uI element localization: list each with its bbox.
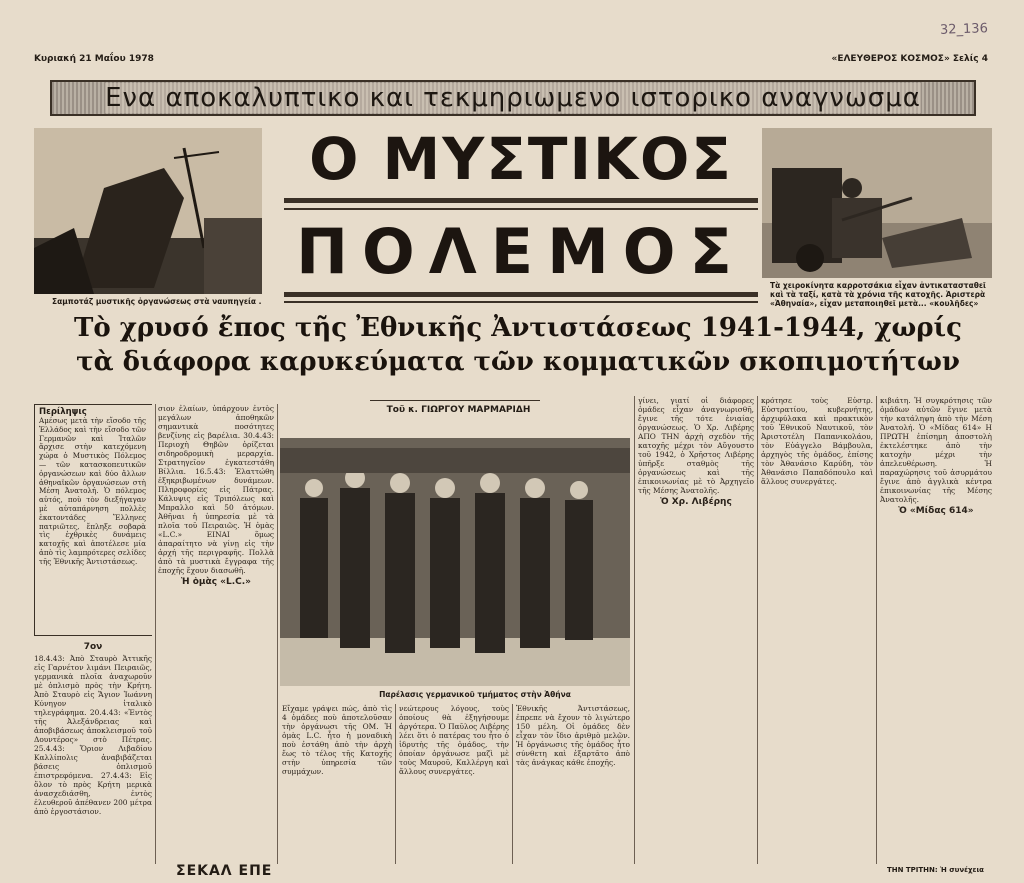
column-1-text: 18.4.43: Ἀπὸ Σταυρὸ Ἀττικῆς εἰς Γαρνέτον λιμάνι Πειραιῶς, γερμανικὰ πλοῖα ἀναχωροῦν μὲ ὁπλισμὸ πρὸς τὴν Κρήτη. Ἀπὸ Σταυρὸ εἰς Ἄγιον Ἰωάννη Κύνηγον ἰταλικὸ τηλεγράφημα. 20.4.43: «Ἐντὸς τῆς Ἀλεξάνδρειας καὶ ἀποβιβάσεως ἀποκλεισμοῦ τοῦ Δουντέρος» στὸ Πέτρας. 25.4.43: Ὅριον Λιβαδίου Καλλίπολις ἀναβιβάζεται βάσεις ὁπλισμοῦ ἐπιστρεφόμενα. 27.4.43: Εἰς ὅλον τὸ πρὸς Κρήτη μερικὰ ἀνασχεδιάσθη, ἐντὸς ἐλευθεροῦ ἀπέθανεν 200 μέτρα ἀπὸ ἐργοστάσιον. bbox=[34, 654, 152, 816]
column-8-text: κιβιάτη. Ἡ συγκρότησις τῶν ὁμάδων αὐτῶν ἔγινε μετὰ τὴν κατάληψη ἀπὸ τὴν Μέση Ἀνατολή. Ὁ «Μίδας 614» Η ΠΡΩΤΗ ἐπίσημη ἀποστολὴ ἐκτελέστηκε ἀπὸ τὴν κατοχὴν μέχρι τὴν ἀπελευθέρωση. Ἡ παραχώρησις τοῦ ἀσυρμάτου ἔγινε ἀπὸ ἀγγλικὰ κέντρα ἐπικοινωνίας τῆς Μέσης Ἀνατολῆς. bbox=[880, 396, 992, 504]
headline-line-1: Ο ΜΥΣΤΙΚΟΣ bbox=[309, 125, 733, 193]
byline: Τοῦ κ. ΓΙΩΡΓΟΥ ΜΑΡΜΑΡΙΔΗ bbox=[386, 405, 531, 415]
continuation-note: ΤΗΝ ΤΡΙΤΗΝ: Ἡ συνέχεια bbox=[886, 866, 984, 874]
parade-photo-image bbox=[280, 438, 630, 686]
subtitle-line-2: τὰ διάφορα καρυκεύματα τῶν κομματικῶν σκοπιμοτήτων bbox=[76, 347, 960, 377]
column-5 bbox=[516, 704, 630, 860]
bottom-fragment-headline: ΣΕΚΑΛ ΕΠΕ bbox=[176, 863, 273, 879]
issue-date: Κυριακή 21 Μαΐου 1978 bbox=[34, 54, 154, 64]
right-photo-caption: Τὰ χειροκίνητα καρροτσάκια εἶχαν ἀντικατασταθεῖ καὶ τὰ ταξί, κατὰ τὰ χρόνια τῆς κατοχῆς. Ἀριστερὰ «Ἀθηναία», εἶχαν μεταποιηθεῖ μετὰ... «κουλῆδες» bbox=[770, 281, 986, 308]
headline-rule-2 bbox=[284, 208, 758, 210]
column-2 bbox=[158, 404, 274, 860]
column-rule-3 bbox=[395, 704, 396, 864]
column-4-text: νεώτερους λόγους, τοὺς ὁποίους θὰ ἐξηγήσουμε ἀργότερα. Ὁ Παῦλος Λιβέρης λέει ὅτι ὁ πατέρας του ἦτο ὁ ἱδρυτὴς τῆς ὁμάδος, τὴν ὁποίαν ὀργάνωσε μαζὶ μὲ τοὺς Μαυροῦ, Καλλέργη καὶ ἄλλους συνεργάτες. bbox=[399, 704, 509, 776]
handwritten-archive-note: 32_136 bbox=[939, 21, 989, 38]
parade-photo bbox=[280, 438, 630, 686]
article-banner bbox=[50, 80, 976, 116]
column-rule-1 bbox=[155, 404, 156, 864]
newspaper-name: «ΕΛΕΥΘΕΡΟΣ ΚΟΣΜΟΣ» Σελίς 4 bbox=[831, 54, 988, 64]
xr-liveris-heading: Ὁ Χρ. Λιβέρης bbox=[660, 497, 732, 507]
column-rule-5 bbox=[634, 396, 635, 864]
masthead bbox=[34, 54, 988, 68]
column-3-text: Εἴχαμε γράψει πώς, ἀπὸ τὶς 4 ὁμάδες ποὺ ἀποτελοῦσαν τὴν ὀργάνωσι τῆς ΟΜ. Ἡ ὁμὰς L.C. ἦτο ἡ μοναδικὴ ποὺ ἐστάθη ἀπὸ τὴν ἀρχὴ ἕως τὸ τέλος τῆς Κατοχῆς στὴν ὑπηρεσία τῶν συμμάχων. bbox=[282, 704, 392, 776]
shipyard-photo-image bbox=[34, 128, 262, 294]
column-6 bbox=[638, 396, 754, 862]
chapter-7-heading: 7ον bbox=[83, 642, 103, 652]
column-7 bbox=[761, 396, 873, 862]
column-6-text: γίνει, γιατί οἱ διάφορες ὁμάδες εἶχαν ἀναγνωρισθῆ, ἔγινε τῆς τότε ἑνιαίας ὀργανώσεως. Ὁ Χρ. Λιβέρης ΑΠΟ ΤΗΝ ἀρχὴ σχεδὸν τῆς κατοχῆς μέχρι τὸν Αὔγουστο τοῦ 1942, ὁ Χρῆστος Λιβέρης ὑπῆρξε σταθμὸς τῆς ὀργανώσεως καὶ τῆς ἐπικοινωνίας μὲ τὸ Ἀρχηγεῖο τῆς Μέσης Ἀνατολῆς. bbox=[638, 396, 754, 495]
subtitle-line-1: Τὸ χρυσό ἔπος τῆς Ἐθνικῆς Ἀντιστάσεως 1941-1944, χωρίς bbox=[74, 313, 962, 343]
summary-text: Αμέσως μετὰ τὴν εἴσοδο τῆς Ἑλλάδος καὶ τὴν εἴσοδο τῶν Γερμανῶν καὶ Ἰταλῶν ἄρχισε στὴν κατεχόμενη χώρα ὁ Μυστικὸς Πόλεμος — τῶν κατασκοπευτικῶν ὀργανώσεων καὶ δύο ἄλλων ἀθηναϊκῶν ὀργανώσεων στὴ Μέση Ἀνατολή. Ὁ πόλεμος αὐτός, ποὺ τὸν διεξήγαγαν μὲ αὐταπάρνηση πολλὲς ἑκατοντάδες Ἕλληνες πατριῶτες, ἔπληξε σοβαρὰ τὶς ἐχθρικὲς δυνάμεις κατοχῆς καὶ ἀποτέλεσε μία ἀπὸ τὶς λαμπρότερες σελίδες τῆς Ἐθνικῆς Ἀντιστάσεως. bbox=[39, 416, 146, 566]
headline-rule-4 bbox=[284, 301, 758, 303]
headline-rule-1 bbox=[284, 198, 758, 203]
shipyard-photo bbox=[34, 128, 262, 294]
column-3 bbox=[282, 704, 392, 860]
taxi-photo-image bbox=[762, 128, 992, 278]
column-rule-7 bbox=[876, 396, 877, 864]
banner-text: Ενα αποκαλυπτικο και τεκμηριωμενο ιστορικο αναγνωσμα bbox=[105, 83, 921, 113]
summary-title: Περίληψις bbox=[39, 407, 87, 417]
midas-heading: Ὁ «Μίδας 614» bbox=[898, 506, 974, 516]
column-rule-4 bbox=[512, 704, 513, 864]
headline-rule-3 bbox=[284, 292, 758, 297]
column-7-text: κρότησε τοὺς Εὐστρ. Εὐστρατίου, κυβερνήτης, ἀρχιφύλακα καὶ πρακτικὸν τοῦ Ἐθνικοῦ Ναυτικοῦ, τὸν Ἀριστοτέλη Παπανικολάου, τὸν Εὐάγγελο Βάμβουλα, ἀρχηγὸς τῆς ὁμάδος, ἐπίσης τὸν Ἀθανάσιο Καρύδη, τὸν Ἀθανάσιο Παπαδόπουλο καὶ ἄλλους συνεργάτες. bbox=[761, 396, 873, 486]
taxi-photo bbox=[762, 128, 992, 278]
column-8 bbox=[880, 396, 992, 862]
lc-group-heading: Ἡ ὁμὰς «L.C.» bbox=[181, 577, 251, 587]
column-4 bbox=[399, 704, 509, 860]
byline-rule bbox=[370, 400, 540, 401]
column-rule-6 bbox=[757, 396, 758, 864]
center-photo-caption: Παρέλασις γερμανικοῦ τμήματος στὴν Ἀθήνα bbox=[379, 690, 571, 699]
column-2-text: σιον ἐλαίων, ὑπάρχουν ἐντὸς μεγάλων ἀποθηκῶν σημαντικὰ ποσότητες βενζίνης εἰς βαρέλια. 30.4.43: Περιοχὴ Θηβῶν ὁρίζεται σιδηροδρομικὴ μεραρχία. Στρατηγεῖον ἐγκατεστάθη Βίλλια. 16.5.43: Ἐλαττώθη ἐξηκριβωμένων δυνάμεων. Πληροφορίες εἰς Πάτρας. Κάλυψις εἰς Τριπόλεως καὶ Μπραλλο καὶ 50 ἀτόμων. Ἀθῆναι ἡ ὑπηρεσία μὲ τὰ πλοῖα τοῦ Πειραιῶς. Ἡ ὁμὰς «L.C.» ΕΙΝΑΙ ὅμως ἀπαραίτητο νὰ γίνῃ εἰς τὴν ἀρχή τῆς περιγραφῆς. Πολλὰ ἀπὸ τὰ μυστικὰ ἔγγραφα τῆς ἐποχῆς ἔχουν διασωθῆ. bbox=[158, 404, 274, 575]
column-1 bbox=[34, 640, 152, 862]
summary-box bbox=[34, 404, 152, 636]
left-photo-caption: Σαμποτάζ μυστικῆς ὀργανώσεως στὰ ναυπηγεία . bbox=[52, 297, 262, 306]
headline-line-2: ΠΟΛΕΜΟΣ bbox=[296, 215, 746, 288]
column-rule-2 bbox=[277, 404, 278, 864]
column-5-text: Ἐθνικῆς Ἀντιστάσεως, ἐπρεπε νὰ ἔχουν τὸ λιγώτερο 150 μέλη. Οἱ ὁμάδες δὲν εἶχαν τὸν ἴδιο ἀριθμὸ μελῶν. Ἡ ὀργάνωσις τῆς ὁμάδος ἦτο σύνθετη καὶ ἐξαρτᾶτο ἀπὸ τὰς ἀνάγκας κάθε ἐποχῆς. bbox=[516, 704, 630, 767]
